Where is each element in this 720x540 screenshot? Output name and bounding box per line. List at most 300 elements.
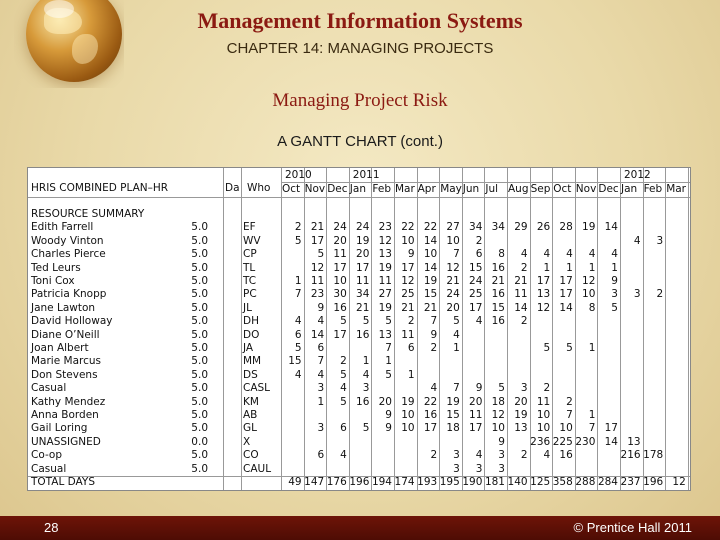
day-count: 3 (317, 422, 325, 435)
resource-code: X (243, 435, 251, 448)
month-label: Mar (395, 183, 415, 195)
resource-code: TC (243, 275, 257, 287)
day-count: 3 (611, 288, 618, 301)
day-count: 2 (430, 449, 438, 462)
day-count: 16 (333, 301, 347, 314)
resource-code: CP (243, 248, 257, 261)
plan-title: HRIS COMBINED PLAN–HR (31, 182, 169, 194)
day-count: 4 (475, 449, 483, 462)
day-count: 14 (514, 301, 528, 314)
day-count: 20 (469, 395, 483, 408)
day-count: 4 (294, 315, 302, 328)
month-label: Sep (530, 183, 551, 195)
day-count: 24 (333, 221, 347, 234)
day-count: 21 (356, 301, 370, 314)
resource-code: CAUL (243, 462, 272, 475)
resource-rate: 5.0 (191, 301, 208, 314)
day-count: 5 (340, 368, 347, 381)
day-count: 16 (423, 409, 438, 421)
day-count: 216 (620, 449, 641, 462)
day-count: 9 (498, 435, 505, 448)
column-header-who: Who (247, 182, 271, 194)
day-count: 3 (498, 449, 505, 462)
resource-rate: 5.0 (191, 315, 208, 328)
resource-name: Anna Borden (31, 409, 99, 421)
day-count: 21 (446, 275, 460, 287)
resource-rate: 5.0 (191, 462, 208, 475)
month-label: Dec (598, 183, 619, 195)
day-count: 34 (469, 221, 483, 234)
day-count: 22 (401, 221, 415, 234)
resource-rate: 5.0 (191, 368, 208, 381)
day-count: 7 (294, 288, 302, 301)
day-count: 19 (378, 261, 392, 274)
day-count: 17 (356, 261, 370, 274)
total-day-count: 140 (507, 476, 528, 488)
day-count: 2 (520, 261, 528, 274)
resource-name: Patricia Knopp (31, 288, 107, 301)
month-label: Nov (575, 183, 597, 195)
day-count: 4 (340, 382, 347, 395)
resource-name: Casual (31, 462, 67, 475)
day-count: 1 (566, 261, 573, 274)
resource-code: AB (243, 409, 258, 421)
day-count: 10 (401, 422, 415, 435)
day-count: 1 (294, 275, 302, 287)
total-day-count: 237 (620, 476, 641, 488)
day-count: 5 (294, 234, 302, 247)
day-count: 4 (520, 248, 528, 261)
day-count: 7 (588, 422, 596, 435)
resource-code: CO (243, 449, 259, 462)
day-count: 10 (582, 288, 596, 301)
day-count: 14 (604, 435, 618, 448)
day-count: 7 (385, 342, 392, 354)
resource-code: DH (243, 315, 259, 328)
day-count: 23 (310, 288, 325, 301)
resource-rate: 5.0 (191, 328, 208, 341)
day-count: 20 (356, 248, 370, 261)
month-label: Dec (327, 183, 348, 195)
day-count: 3 (453, 462, 460, 475)
day-count: 28 (559, 221, 573, 234)
month-label: Feb (643, 183, 663, 195)
total-day-count: 196 (349, 476, 370, 488)
resource-code: GL (243, 422, 257, 435)
day-count: 4 (543, 248, 551, 261)
total-day-count: 358 (552, 476, 573, 488)
month-label: Mar (666, 183, 686, 195)
day-count: 34 (356, 288, 370, 301)
day-count: 5 (294, 342, 302, 354)
day-count: 1 (407, 368, 415, 381)
day-count: 5 (340, 395, 347, 408)
day-count: 4 (566, 248, 573, 261)
day-count: 10 (423, 248, 438, 261)
day-count: 25 (401, 288, 415, 301)
day-count: 15 (423, 288, 438, 301)
resource-name: Marie Marcus (31, 355, 102, 368)
day-count: 5 (566, 342, 573, 354)
day-count: 12 (310, 261, 325, 274)
day-count: 6 (294, 328, 302, 341)
day-count: 2 (543, 382, 551, 395)
day-count: 15 (491, 301, 505, 314)
day-count: 5 (498, 382, 505, 395)
total-day-count: 125 (530, 476, 551, 488)
resource-name: Charles Pierce (31, 248, 106, 261)
resource-rate: 5.0 (191, 382, 208, 395)
day-count: 19 (514, 409, 528, 421)
total-day-count: 176 (326, 476, 347, 488)
day-count: 14 (559, 301, 573, 314)
day-count: 230 (575, 435, 596, 448)
day-count: 21 (491, 275, 505, 287)
day-count: 6 (407, 342, 415, 354)
gantt-chart-table (27, 167, 691, 491)
day-count: 16 (356, 395, 370, 408)
month-label: Feb (372, 183, 391, 195)
day-count: 14 (604, 221, 618, 234)
resource-name: UNASSIGNED (31, 435, 101, 448)
month-label: May (440, 183, 462, 195)
resource-name: Joan Albert (31, 342, 89, 354)
resource-rate: 5.0 (191, 234, 208, 247)
day-count: 4 (340, 449, 347, 462)
day-count: 4 (430, 382, 438, 395)
day-count: 17 (310, 234, 325, 247)
day-count: 1 (611, 261, 618, 274)
day-count: 10 (559, 422, 573, 435)
day-count: 16 (356, 328, 370, 341)
day-count: 12 (582, 275, 596, 287)
section-label: RESOURCE SUMMARY (31, 208, 145, 220)
resource-name: Don Stevens (31, 368, 98, 381)
day-count: 4 (475, 315, 483, 328)
day-count: 4 (588, 248, 596, 261)
day-count: 12 (446, 261, 460, 274)
day-count: 14 (310, 328, 325, 341)
footer-bar (0, 516, 720, 540)
day-count: 19 (401, 395, 415, 408)
day-count: 5 (385, 315, 392, 328)
column-header-da: Da (225, 182, 240, 194)
resource-rate: 5.0 (191, 288, 208, 301)
day-count: 18 (446, 422, 460, 435)
total-day-count: 288 (575, 476, 596, 488)
day-count: 6 (475, 248, 483, 261)
day-count: 3 (317, 382, 325, 395)
month-label: Jan (349, 183, 366, 195)
day-count: 19 (446, 395, 460, 408)
total-day-count: 196 (643, 476, 664, 488)
chapter-subtitle: CHAPTER 14: MANAGING PROJECTS (226, 40, 494, 57)
day-count: 9 (430, 328, 438, 341)
resource-code: EF (243, 221, 256, 234)
day-count: 27 (378, 288, 392, 301)
day-count: 10 (333, 275, 347, 287)
resource-code: KM (243, 395, 259, 408)
resource-code: JL (243, 301, 252, 314)
day-count: 21 (310, 221, 325, 234)
resource-name: Jane Lawton (31, 301, 96, 314)
day-count: 14 (423, 234, 438, 247)
day-count: 1 (453, 342, 460, 354)
resource-name: Co-op (31, 449, 63, 462)
day-count: 236 (530, 435, 551, 448)
day-count: 4 (362, 368, 370, 381)
month-label: Jan (621, 183, 638, 195)
day-count: 1 (588, 342, 596, 354)
day-count: 16 (491, 261, 505, 274)
day-count: 24 (446, 288, 460, 301)
day-count: 10 (446, 234, 460, 247)
day-count: 2 (520, 449, 528, 462)
day-count: 13 (514, 422, 528, 435)
resource-name: Edith Farrell (31, 221, 94, 234)
day-count: 12 (491, 409, 505, 421)
day-count: 19 (378, 301, 392, 314)
day-count: 7 (430, 315, 438, 328)
day-count: 17 (423, 422, 438, 435)
month-label: Jul (485, 183, 499, 195)
copyright-notice: © Prentice Hall 2011 (573, 520, 692, 535)
day-count: 9 (385, 409, 392, 421)
resource-name: Casual (31, 382, 67, 395)
month-label: Oct (553, 183, 572, 195)
day-count: 17 (401, 261, 415, 274)
day-count: 7 (453, 382, 460, 395)
resource-name: Diane O’Neill (31, 328, 100, 341)
day-count: 1 (543, 261, 551, 274)
day-count: 17 (333, 328, 347, 341)
day-count: 178 (643, 449, 664, 462)
day-count: 34 (491, 221, 505, 234)
day-count: 22 (423, 221, 438, 234)
day-count: 1 (317, 395, 325, 408)
day-count: 11 (310, 275, 325, 287)
total-label: TOTAL DAYS (31, 476, 95, 488)
day-count: 17 (333, 261, 347, 274)
day-count: 16 (491, 288, 505, 301)
day-count: 19 (582, 221, 596, 234)
day-count: 12 (378, 234, 392, 247)
day-count: 2 (656, 288, 664, 301)
day-count: 11 (333, 248, 347, 261)
day-count: 8 (498, 248, 505, 261)
day-count: 9 (475, 382, 483, 395)
resource-rate: 0.0 (191, 435, 208, 448)
day-count: 2 (475, 234, 483, 247)
day-count: 14 (423, 261, 438, 274)
day-count: 10 (536, 409, 551, 421)
resource-code: CASL (243, 382, 271, 395)
day-count: 17 (536, 275, 551, 287)
day-count: 11 (514, 288, 528, 301)
day-count: 21 (401, 301, 415, 314)
resource-name: Ted Leurs (31, 261, 81, 274)
resource-rate: 5.0 (191, 449, 208, 462)
total-day-count: 147 (304, 476, 325, 488)
day-count: 17 (604, 422, 618, 435)
total-day-count: 284 (597, 476, 618, 488)
day-count: 20 (514, 395, 528, 408)
month-label: Oct (282, 183, 301, 195)
day-count: 8 (588, 301, 596, 314)
day-count: 20 (333, 234, 347, 247)
day-count: 9 (407, 248, 415, 261)
day-count: 20 (446, 301, 460, 314)
day-count: 4 (633, 234, 641, 247)
resource-code: PC (243, 288, 257, 301)
day-count: 2 (340, 355, 347, 368)
day-count: 3 (498, 462, 505, 475)
day-count: 16 (559, 449, 573, 462)
resource-rate: 5.0 (191, 275, 208, 287)
day-count: 9 (611, 275, 618, 287)
day-count: 5 (362, 315, 370, 328)
resource-rate: 5.0 (191, 422, 208, 435)
day-count: 18 (491, 395, 505, 408)
day-count: 6 (317, 342, 325, 354)
day-count: 22 (423, 395, 438, 408)
day-count: 12 (401, 275, 415, 287)
day-count: 3 (633, 288, 641, 301)
day-count: 15 (446, 409, 460, 421)
day-count: 2 (294, 221, 302, 234)
day-count: 13 (378, 328, 392, 341)
day-count: 11 (378, 275, 392, 287)
day-count: 17 (559, 275, 573, 287)
day-count: 7 (566, 409, 573, 421)
day-count: 9 (317, 301, 325, 314)
day-count: 225 (552, 435, 573, 448)
day-count: 30 (333, 288, 347, 301)
figure-caption: A GANTT CHART (cont.) (277, 133, 443, 150)
day-count: 12 (536, 301, 551, 314)
resource-name: Toni Cox (31, 275, 75, 287)
year-label: 2011 (352, 169, 380, 181)
resource-name: David Holloway (31, 315, 113, 328)
day-count: 11 (356, 275, 370, 287)
day-count: 1 (588, 409, 596, 421)
total-day-count: 12 (672, 476, 686, 488)
day-count: 3 (656, 234, 664, 247)
day-count: 10 (401, 234, 415, 247)
day-count: 17 (469, 422, 483, 435)
year-label: 2012 (624, 169, 651, 181)
resource-rate: 5.0 (191, 355, 208, 368)
day-count: 4 (453, 328, 460, 341)
day-count: 2 (430, 342, 438, 354)
day-count: 2 (520, 315, 528, 328)
day-count: 1 (362, 355, 370, 368)
day-count: 4 (317, 368, 325, 381)
day-count: 1 (385, 355, 392, 368)
day-count: 5 (453, 315, 460, 328)
day-count: 5 (385, 368, 392, 381)
day-count: 19 (423, 275, 438, 287)
day-count: 11 (401, 328, 415, 341)
day-count: 27 (446, 221, 460, 234)
month-label: Jun (462, 183, 480, 195)
day-count: 16 (491, 315, 505, 328)
day-count: 6 (317, 449, 325, 462)
day-count: 17 (469, 301, 483, 314)
day-count: 4 (294, 368, 302, 381)
day-count: 24 (356, 221, 370, 234)
day-count: 13 (536, 288, 551, 301)
day-count: 20 (378, 395, 392, 408)
day-count: 21 (514, 275, 528, 287)
month-label: Nov (304, 183, 326, 195)
total-day-count: 49 (288, 476, 302, 488)
day-count: 26 (536, 221, 551, 234)
day-count: 3 (520, 382, 528, 395)
day-count: 5 (317, 248, 325, 261)
day-count: 4 (543, 449, 551, 462)
total-day-count: 194 (371, 476, 392, 488)
day-count: 7 (317, 355, 325, 368)
resource-code: JA (243, 342, 254, 354)
day-count: 10 (536, 422, 551, 435)
day-count: 3 (453, 449, 460, 462)
day-count: 24 (469, 275, 483, 287)
day-count: 11 (536, 395, 551, 408)
day-count: 1 (588, 261, 596, 274)
day-count: 9 (385, 422, 392, 435)
day-count: 5 (362, 422, 370, 435)
book-title: Management Information Systems (197, 8, 523, 33)
total-day-count: 181 (484, 476, 505, 488)
day-count: 5 (340, 315, 347, 328)
day-count: 4 (317, 315, 325, 328)
resource-code: MM (243, 355, 262, 368)
total-day-count: 195 (439, 476, 460, 488)
day-count: 2 (407, 315, 415, 328)
resource-code: DO (243, 328, 260, 341)
day-count: 6 (340, 422, 347, 435)
page-number: 28 (44, 520, 59, 535)
day-count: 10 (491, 422, 505, 435)
resource-rate: 5.0 (191, 342, 208, 354)
day-count: 13 (627, 435, 641, 448)
day-count: 15 (469, 261, 483, 274)
day-count: 5 (543, 342, 551, 354)
day-count: 23 (378, 221, 392, 234)
resource-code: DS (243, 368, 258, 381)
day-count: 2 (566, 395, 573, 408)
slide-heading: Managing Project Risk (272, 90, 448, 111)
month-label: Apr (417, 183, 436, 195)
day-count: 29 (514, 221, 528, 234)
day-count: 15 (288, 355, 302, 368)
resource-code: TL (243, 261, 256, 274)
day-count: 17 (559, 288, 573, 301)
day-count: 19 (356, 234, 370, 247)
resource-rate: 5.0 (191, 395, 208, 408)
resource-name: Woody Vinton (31, 234, 104, 247)
day-count: 3 (475, 462, 483, 475)
day-count: 25 (469, 288, 483, 301)
total-day-count: 193 (417, 476, 438, 488)
total-day-count: 174 (394, 476, 415, 488)
month-label: Aug (508, 183, 529, 195)
day-count: 13 (378, 248, 392, 261)
resource-rate: 5.0 (191, 261, 208, 274)
day-count: 4 (611, 248, 618, 261)
resource-code: WV (243, 234, 261, 247)
